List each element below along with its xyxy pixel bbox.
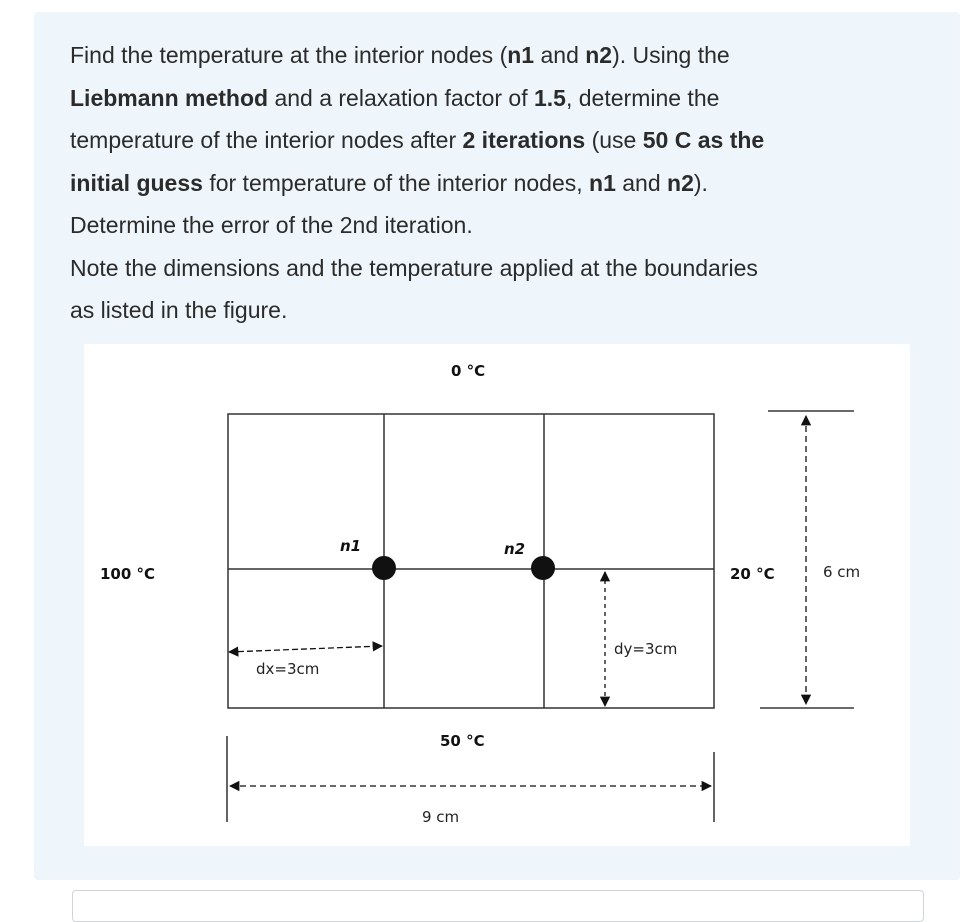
bold-text: n2 bbox=[585, 42, 613, 68]
grid-figure bbox=[84, 344, 910, 846]
answer-input-box[interactable] bbox=[72, 890, 924, 922]
question-line-2 bbox=[70, 77, 930, 120]
right-boundary-temp: 20 °C bbox=[730, 565, 775, 583]
bold-text: n1 bbox=[507, 42, 535, 68]
width-dim-label: 9 cm bbox=[422, 808, 460, 826]
bold-text: initial guess bbox=[70, 169, 203, 196]
bold-text: n2 bbox=[667, 169, 694, 196]
node-n1-label: n1 bbox=[340, 537, 362, 555]
question-text bbox=[70, 34, 930, 332]
text: ). Using the bbox=[612, 42, 730, 68]
bottom-boundary-temp: 50 °C bbox=[440, 732, 485, 750]
question-line-5: Determine the error of the 2nd iteration. bbox=[70, 212, 473, 238]
node-n2-dot bbox=[531, 556, 555, 580]
bold-text: 50 C as the bbox=[642, 127, 765, 153]
bold-text: 1.5 bbox=[534, 84, 566, 111]
text: (use bbox=[585, 127, 643, 153]
question-line-3 bbox=[70, 119, 930, 162]
text: , determine the bbox=[565, 84, 720, 111]
grid-diagram bbox=[84, 344, 910, 846]
text: and a relaxation factor of bbox=[268, 84, 534, 111]
text: and bbox=[534, 42, 586, 68]
bold-text: n1 bbox=[589, 169, 616, 196]
top-boundary-temp: 0 °C bbox=[451, 362, 486, 380]
text: Find the temperature at the interior nodes ( bbox=[70, 42, 508, 68]
height-dim-label: 6 cm bbox=[823, 563, 861, 581]
node-n2-label: n2 bbox=[504, 540, 526, 558]
question-line-1 bbox=[70, 34, 930, 77]
text: for temperature of the interior nodes, bbox=[202, 169, 590, 196]
question-line-4 bbox=[70, 162, 930, 205]
left-boundary-temp: 100 °C bbox=[100, 565, 156, 583]
text: ). bbox=[693, 169, 708, 196]
dx-label: dx=3cm bbox=[256, 660, 320, 678]
bold-text: 2 iterations bbox=[462, 127, 586, 153]
dy-label: dy=3cm bbox=[614, 640, 678, 658]
question-line-7: as listed in the figure. bbox=[70, 297, 288, 323]
text: temperature of the interior nodes after bbox=[70, 127, 463, 153]
node-n1-dot bbox=[372, 556, 396, 580]
text: and bbox=[615, 169, 668, 196]
question-line-6: Note the dimensions and the temperature applied at the boundaries bbox=[70, 254, 758, 281]
dx-arrow bbox=[229, 646, 382, 652]
bold-text: Liebmann method bbox=[70, 84, 269, 111]
